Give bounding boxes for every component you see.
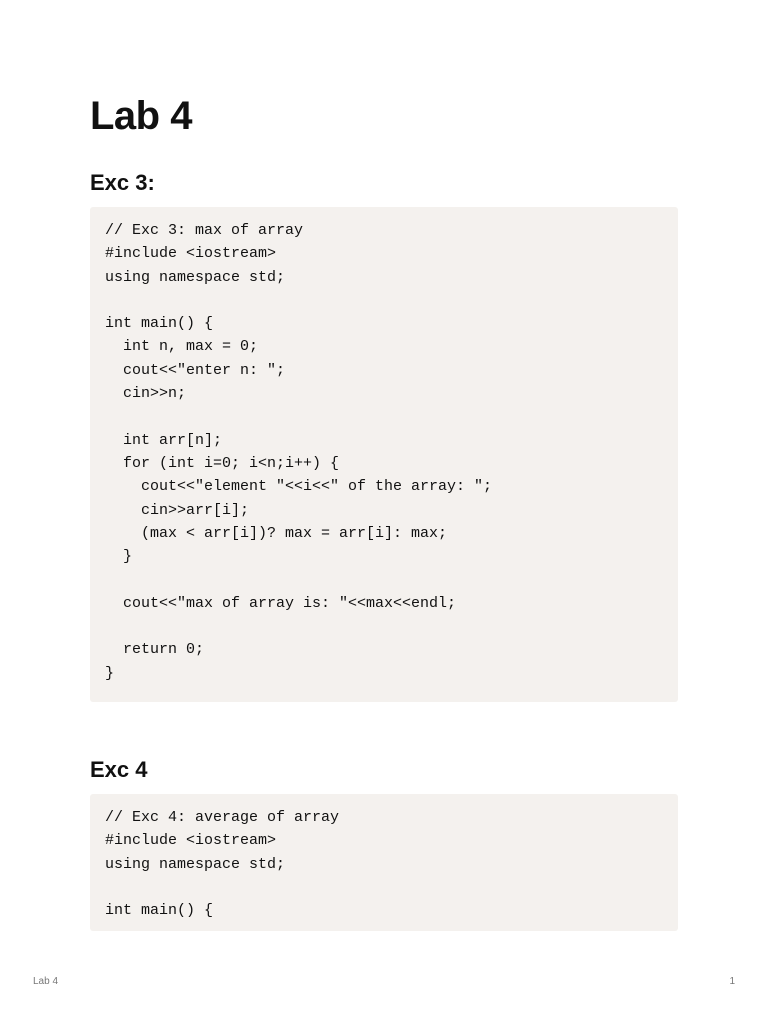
- footer-document-title: Lab 4: [33, 976, 59, 987]
- section-heading-exc-3: Exc 3:: [90, 170, 155, 195]
- code-text-exc-3: // Exc 3: max of array #include <iostream> using namespace std; int main() { int n, max = 0; cout<<"enter n: "; cin>>n; int arr[n]; for (int i=0; i<n;i++) { cout<<"element "<<i<<" of the array: "; cin>>arr[i]; (max < arr[i])? max = arr[i]: max; } cout<<"max of array is: "<<max<<endl; return 0; }: [105, 222, 493, 682]
- footer-page-number: 1: [729, 976, 735, 987]
- code-block-exc-3: [90, 207, 678, 702]
- code-block-exc-4: [90, 794, 678, 931]
- code-text-exc-4: // Exc 4: average of array #include <iostream> using namespace std; int main() {: [105, 809, 340, 920]
- page-title: Lab 4: [90, 94, 192, 138]
- section-heading-exc-4: Exc 4: [90, 757, 148, 782]
